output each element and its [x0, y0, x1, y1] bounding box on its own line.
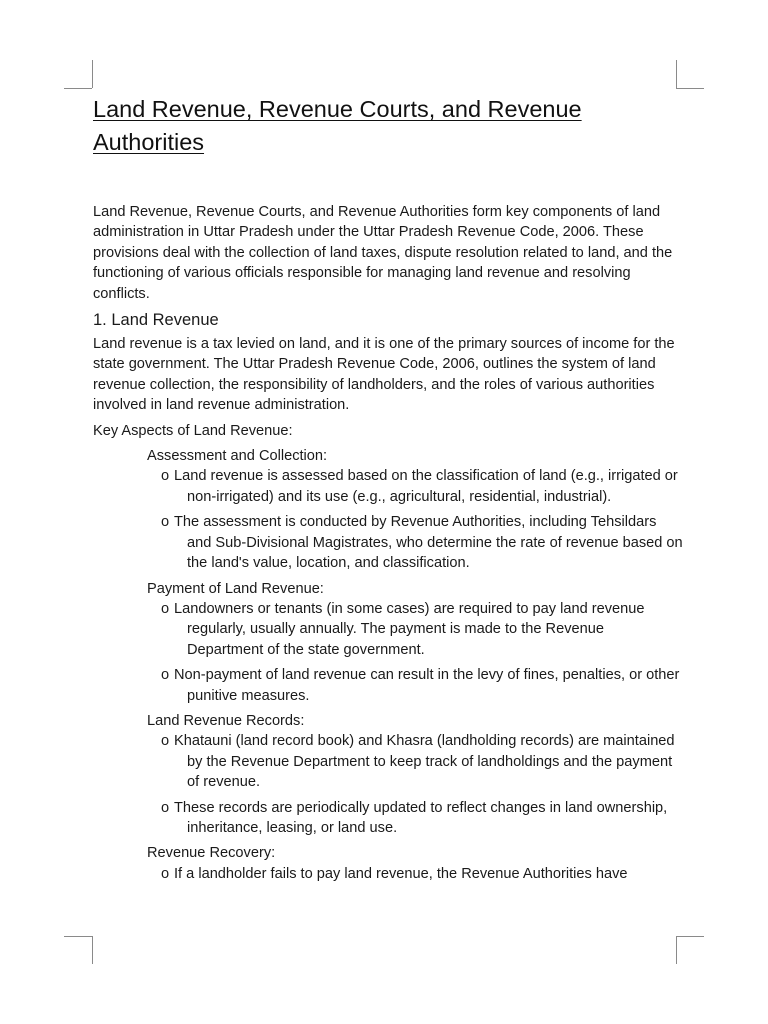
- document-title: Land Revenue, Revenue Courts, and Revenue Authorities: [93, 96, 582, 155]
- list-item: [161, 731, 683, 792]
- bullet-marker: o: [161, 667, 170, 684]
- bullet-list: [147, 466, 683, 573]
- crop-mark-bottom-left-vertical: [92, 936, 93, 964]
- bullet-text: The assessment is conducted by Revenue Authorities, including Tehsildars and Sub-Divisional Magistrates, who determine the rate of revenue based on the land's value, location, and classification.: [174, 514, 683, 572]
- aspect-assessment-collection: [147, 446, 683, 573]
- aspect-heading: Assessment and Collection:: [147, 448, 328, 465]
- bullet-list: [147, 864, 683, 884]
- land-revenue-paragraph: Land revenue is a tax levied on land, and it is one of the primary sources of income for the state government. The Uttar Pradesh Revenue Code, 2006, outlines the system of land revenue collection, the responsibility of landholders, and the roles of various authorities involved in land revenue administration.: [93, 336, 675, 414]
- bullet-marker: o: [161, 733, 170, 750]
- aspect-recovery: [147, 843, 683, 884]
- aspect-records: [147, 711, 683, 838]
- document-body: [93, 202, 683, 889]
- list-item: [161, 599, 683, 660]
- aspect-heading: Revenue Recovery:: [147, 845, 276, 862]
- bullet-marker: o: [161, 865, 170, 882]
- intro-paragraph: Land Revenue, Revenue Courts, and Revenue Authorities form key components of land administration in Uttar Pradesh under the Uttar Pradesh Revenue Code, 2006. These provisions deal with the collection of land taxes, dispute resolution related to land, and the functioning of various officials responsible for managing land revenue and resolving conflicts.: [93, 204, 673, 302]
- aspect-heading: Payment of Land Revenue:: [147, 580, 324, 597]
- crop-mark-bottom-left-horizontal: [64, 936, 92, 937]
- section-heading-land-revenue: 1. Land Revenue: [93, 311, 219, 330]
- bullet-marker: o: [161, 799, 170, 816]
- bullet-text: If a landholder fails to pay land revenue, the Revenue Authorities have: [174, 865, 628, 882]
- bullet-list: [147, 599, 683, 706]
- bullet-text: Khatauni (land record book) and Khasra (landholding records) are maintained by the Revenue Department to keep track of landholdings and the payment of revenue.: [174, 733, 675, 791]
- bullet-list: [147, 731, 683, 838]
- bullet-marker: o: [161, 514, 170, 531]
- crop-mark-top-right-horizontal: [676, 88, 704, 89]
- list-item: [161, 665, 683, 706]
- crop-mark-bottom-right-vertical: [676, 936, 677, 964]
- bullet-text: These records are periodically updated to reflect changes in land ownership, inheritance, leasing, or land use.: [174, 799, 668, 836]
- bullet-marker: o: [161, 600, 170, 617]
- crop-mark-top-left-horizontal: [64, 88, 92, 89]
- crop-mark-bottom-right-horizontal: [676, 936, 704, 937]
- aspect-payment: [147, 579, 683, 706]
- bullet-text: Non-payment of land revenue can result in the levy of fines, penalties, or other punitive measures.: [174, 667, 680, 704]
- list-item: [161, 466, 683, 507]
- crop-mark-top-left-vertical: [92, 60, 93, 88]
- list-item: [161, 864, 683, 884]
- crop-mark-top-right-vertical: [676, 60, 677, 88]
- bullet-text: Land revenue is assessed based on the classification of land (e.g., irrigated or non-irrigated) and its use (e.g., agricultural, residential, industrial).: [174, 468, 678, 505]
- bullet-marker: o: [161, 468, 170, 485]
- list-item: [161, 512, 683, 573]
- list-item: [161, 798, 683, 839]
- bullet-text: Landowners or tenants (in some cases) are required to pay land revenue regularly, usually annually. The payment is made to the Revenue Department of the state government.: [174, 600, 645, 658]
- aspect-heading: Land Revenue Records:: [147, 712, 305, 729]
- key-aspects-label: Key Aspects of Land Revenue:: [93, 422, 293, 439]
